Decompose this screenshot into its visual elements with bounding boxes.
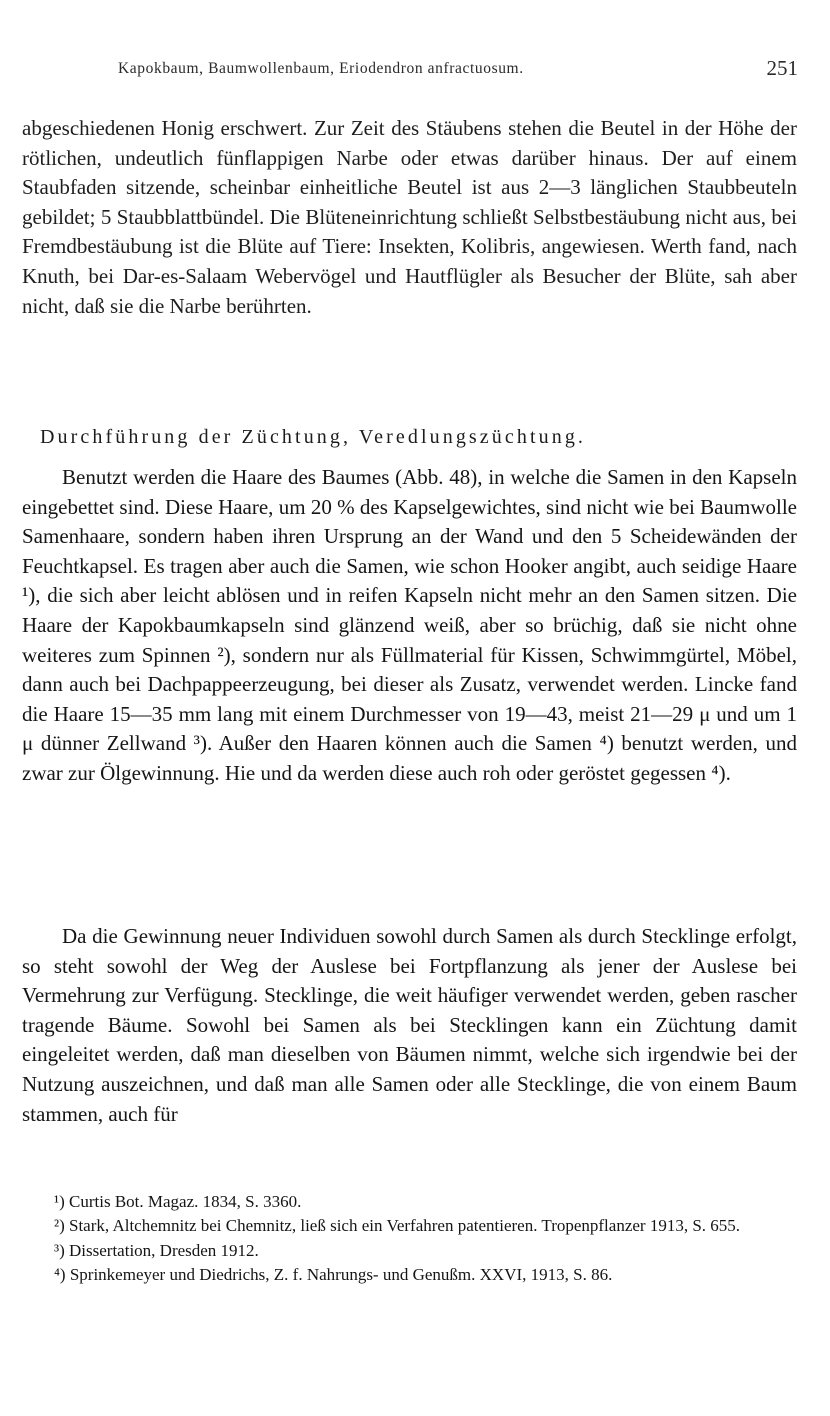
section-heading: Durchführung der Züchtung, Veredlungszüchtung. xyxy=(40,426,587,448)
running-header xyxy=(118,56,798,80)
paragraph-top xyxy=(22,114,797,321)
paragraph-main-text: Benutzt werden die Haare des Baumes (Abb. 48), in welche die Samen in den Kapseln eingebettet sind. Diese Haare, um 20 % des Kapselgewichtes, sind nicht wie bei Baumwolle Samenhaare, sondern haben ihren Ursprung an der Wand und den 5 Scheidewänden der Feuchtkapsel. Es tragen aber auch die Samen, wie schon Hooker angibt, auch seidige Haare ¹), die sich aber leicht ablösen und in reifen Kapseln nicht mehr an den Samen sitzen. Die Haare der Kapokbaumkapseln sind glänzend weiß, aber so brüchig, daß sie nicht ohne weiteres zum Spinnen ²), sondern nur als Füllmaterial für Kissen, Schwimmgürtel, Möbel, dann auch bei Dachpappeerzeugung, bei dieser als Zusatz, verwendet werden. Lincke fand die Haare 15—35 mm lang mit einem Durchmesser von 19—43, meist 21—29 μ und um 1 μ dünner Zellwand ³). Außer den Haaren können auch die Samen ⁴) benutzt werden, und zwar zur Ölgewinnung. Hie und da werden diese auch roh oder geröstet gegessen ⁴). xyxy=(22,465,797,785)
paragraph-top-text: abgeschiedenen Honig erschwert. Zur Zeit des Stäubens stehen die Beutel in der Höhe der rötlichen, undeutlich fünflappigen Narbe oder etwas darüber hinaus. Der auf einem Staubfaden sitzende, scheinbar einheitliche Beutel ist aus 2—3 länglichen Staubbeuteln gebildet; 5 Staubblattbündel. Die Blüteneinrichtung schließt Selbstbestäubung nicht aus, bei Fremdbestäubung ist die Blüte auf Tiere: Insekten, Kolibris, angewiesen. Werth fand, nach Knuth, bei Dar-es-Salaam Webervögel und Hautflügler als Besucher der Blüte, sah aber nicht, daß sie die Narbe berührten. xyxy=(22,116,797,318)
footnote-3: ³) Dissertation, Dresden 1912. xyxy=(54,1240,259,1260)
footnote-1: ¹) Curtis Bot. Magaz. 1834, S. 3360. xyxy=(54,1192,302,1211)
footnote-2: ²) Stark, Altchemnitz bei Chemnitz, ließ sich ein Verfahren patentieren. Tropenpflanzer 1913, S. 655. xyxy=(54,1216,741,1236)
paragraph-second xyxy=(22,922,797,1129)
running-title: Kapokbaum, Baumwollenbaum, Eriodendron anfractuosum. xyxy=(118,60,524,77)
page-number: 251 xyxy=(766,56,798,80)
footnotes xyxy=(22,1190,797,1287)
footnote-4: ⁴) Sprinkemeyer und Diedrichs, Z. f. Nahrungs- und Genußm. XXVI, 1913, S. 86. xyxy=(54,1264,613,1284)
paragraph-main xyxy=(22,463,797,789)
paragraph-second-text: Da die Gewinnung neuer Individuen sowohl durch Samen als durch Stecklinge erfolgt, so steht sowohl der Weg der Auslese bei Fortpflanzung als jener der Auslese bei Vermehrung zur Verfügung. Stecklinge, die weit häufiger verwendet werden, geben rascher tragende Bäume. Sowohl bei Samen als bei Stecklingen kann ein Züchtung damit eingeleitet werden, daß man dieselben von Bäumen nimmt, welche sich irgendwie bei der Nutzung auszeichnen, und daß man alle Samen oder alle Stecklinge, die von einem Baum stammen, auch für xyxy=(22,924,797,1126)
